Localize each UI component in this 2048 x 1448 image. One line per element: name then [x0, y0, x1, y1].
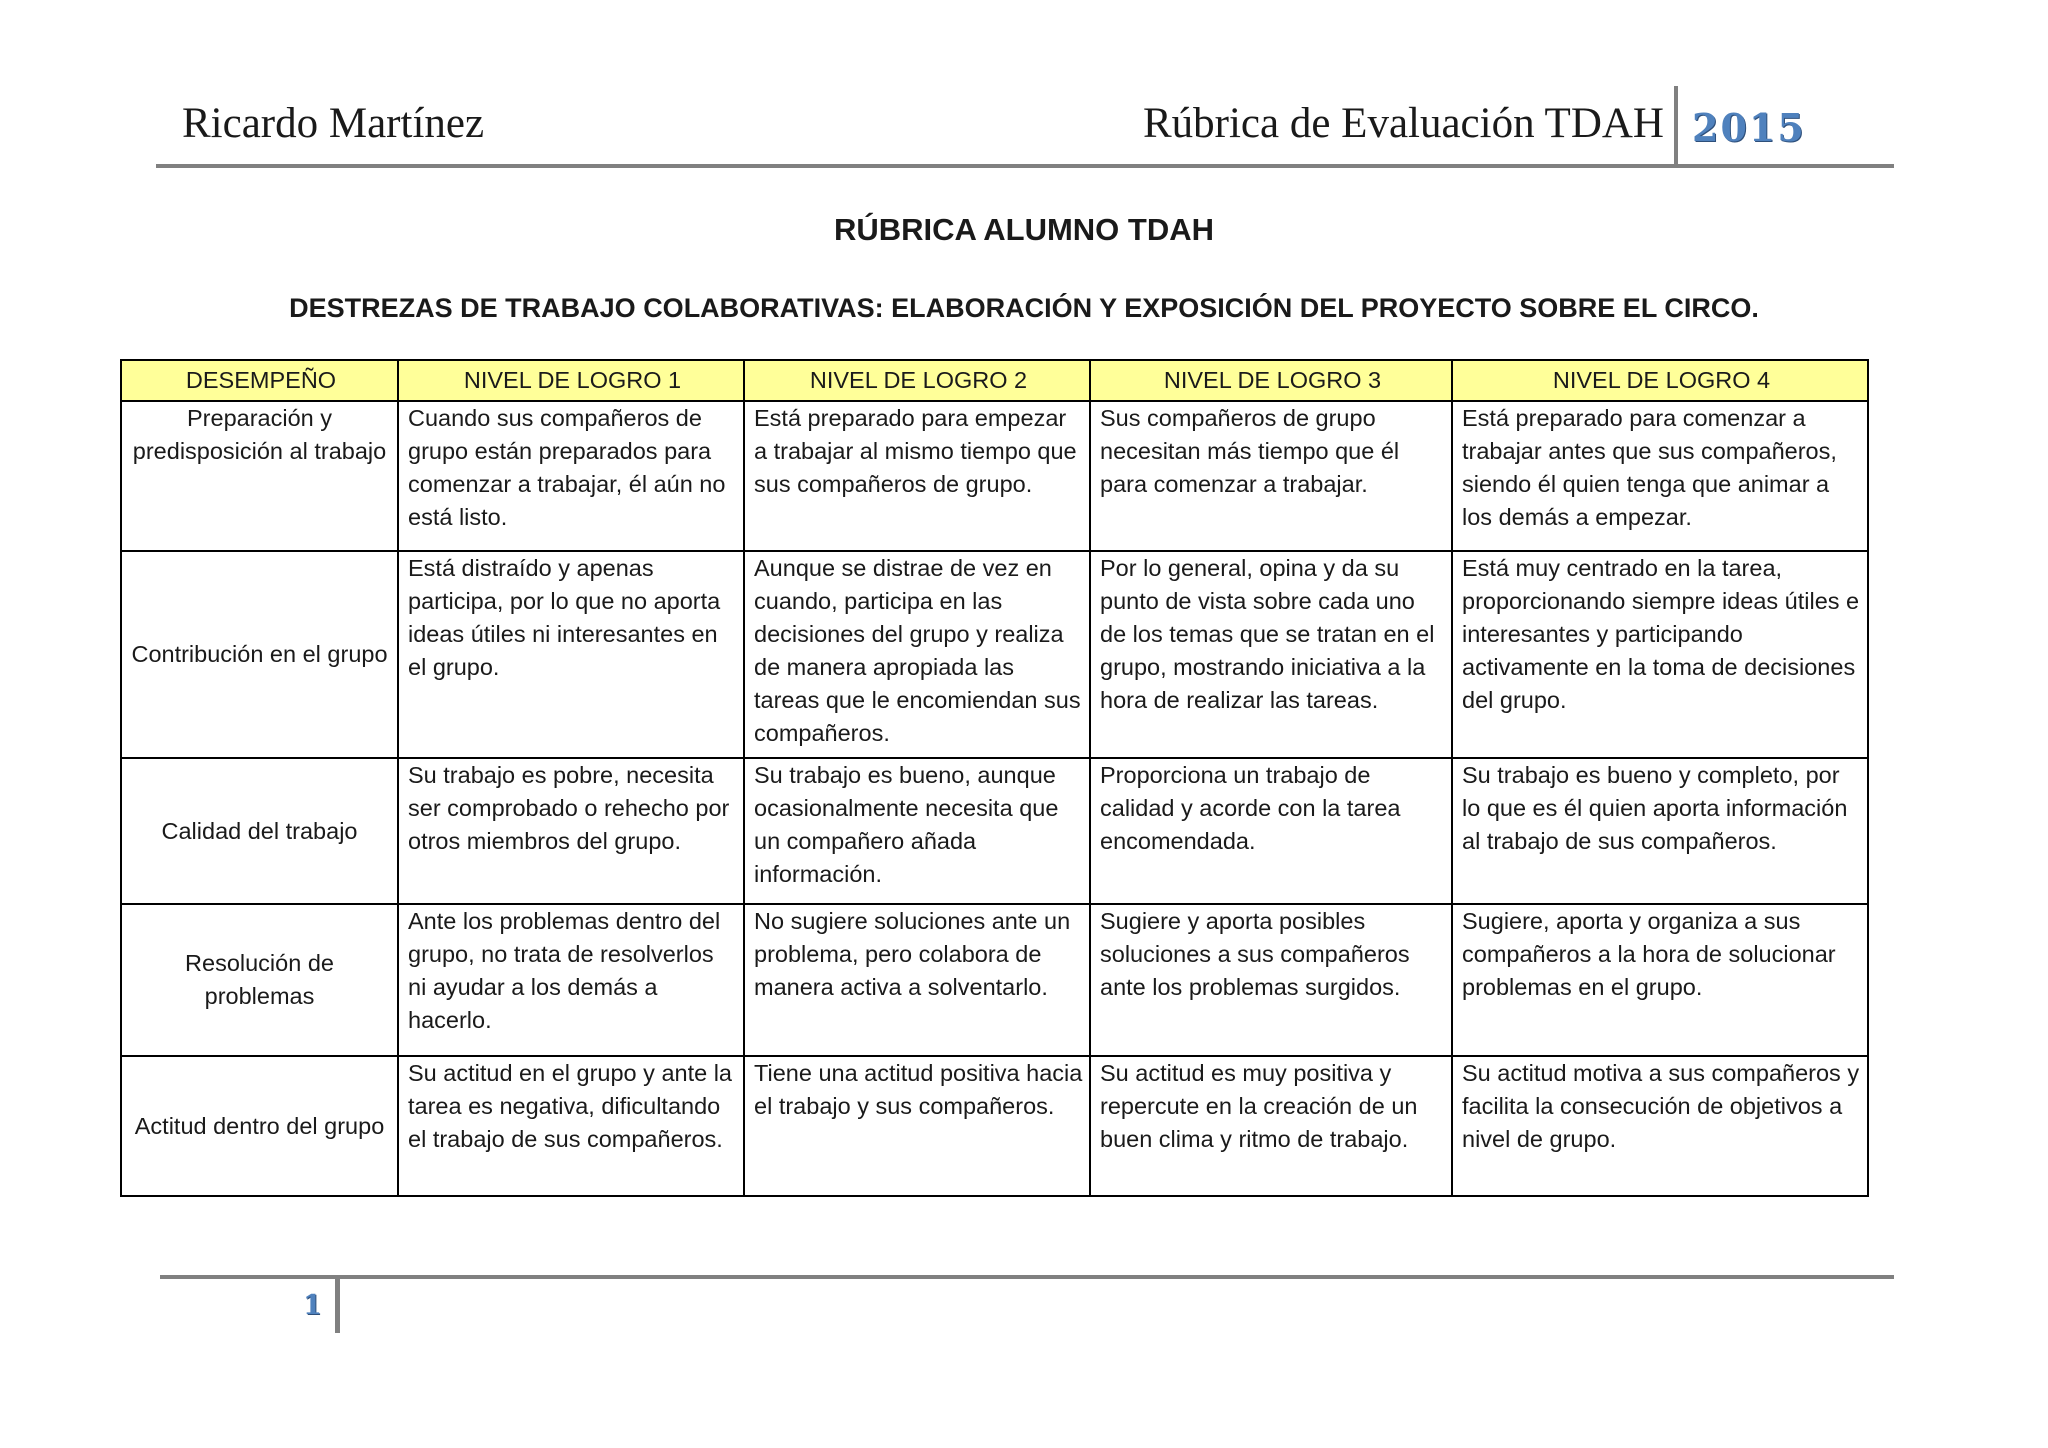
criterion-cell: Contribución en el grupo [121, 551, 398, 758]
footer-divider-vertical [335, 1279, 340, 1333]
level-3-cell: Sugiere y aporta posibles soluciones a sus compañeros ante los problemas surgidos. [1090, 904, 1452, 1056]
table-row [121, 551, 1868, 758]
footer-divider-horizontal [160, 1275, 1894, 1279]
criterion-cell: Calidad del trabajo [121, 758, 398, 904]
level-1-cell: Ante los problemas dentro del grupo, no trata de resolverlos ni ayudar a los demás a hacerlo. [398, 904, 744, 1056]
document-title: RÚBRICA ALUMNO TDAH [834, 212, 1214, 247]
criterion-cell: Preparación y predisposición al trabajo [121, 401, 398, 551]
level-4-cell: Está muy centrado en la tarea, proporcionando siempre ideas útiles e interesantes y participando activamente en la toma de decisiones del grupo. [1452, 551, 1868, 758]
criterion-cell: Resolución de problemas [121, 904, 398, 1056]
header-cell-desempeno: DESEMPEÑO [121, 360, 398, 401]
level-1-cell: Su trabajo es pobre, necesita ser comprobado o rehecho por otros miembros del grupo. [398, 758, 744, 904]
level-2-cell: No sugiere soluciones ante un problema, pero colabora de manera activa a solventarlo. [744, 904, 1090, 1056]
header-cell-level-3: NIVEL DE LOGRO 3 [1090, 360, 1452, 401]
level-2-cell: Su trabajo es bueno, aunque ocasionalmente necesita que un compañero añada información. [744, 758, 1090, 904]
header-title: Rúbrica de Evaluación TDAH [1142, 100, 1664, 147]
document-subtitle: DESTREZAS DE TRABAJO COLABORATIVAS: ELABORACIÓN Y EXPOSICIÓN DEL PROYECTO SOBRE EL CIRCO. [289, 293, 1759, 323]
level-3-cell: Proporciona un trabajo de calidad y acorde con la tarea encomendada. [1090, 758, 1452, 904]
level-2-cell: Está preparado para empezar a trabajar al mismo tiempo que sus compañeros de grupo. [744, 401, 1090, 551]
header-year: 2015 [1692, 105, 1806, 150]
level-4-cell: Está preparado para comenzar a trabajar antes que sus compañeros, siendo él quien tenga que animar a los demás a empezar. [1452, 401, 1868, 551]
header-cell-level-1: NIVEL DE LOGRO 1 [398, 360, 744, 401]
table-row [121, 904, 1868, 1056]
level-3-cell: Por lo general, opina y da su punto de vista sobre cada uno de los temas que se tratan en el grupo, mostrando iniciativa a la hora de realizar las tareas. [1090, 551, 1452, 758]
header-divider-horizontal [156, 164, 1894, 168]
level-4-cell: Su trabajo es bueno y completo, por lo que es él quien aporta información al trabajo de sus compañeros. [1452, 758, 1868, 904]
level-3-cell: Sus compañeros de grupo necesitan más tiempo que él para comenzar a trabajar. [1090, 401, 1452, 551]
table-row [121, 401, 1868, 551]
level-1-cell: Su actitud en el grupo y ante la tarea es negativa, dificultando el trabajo de sus compañeros. [398, 1056, 744, 1196]
level-4-cell: Sugiere, aporta y organiza a sus compañeros a la hora de solucionar problemas en el grupo. [1452, 904, 1868, 1056]
level-3-cell: Su actitud es muy positiva y repercute en la creación de un buen clima y ritmo de trabajo. [1090, 1056, 1452, 1196]
level-4-cell: Su actitud motiva a sus compañeros y facilita la consecución de objetivos a nivel de grupo. [1452, 1056, 1868, 1196]
level-1-cell: Cuando sus compañeros de grupo están preparados para comenzar a trabajar, él aún no está listo. [398, 401, 744, 551]
level-2-cell: Aunque se distrae de vez en cuando, participa en las decisiones del grupo y realiza de manera apropiada las tareas que le encomiendan sus compañeros. [744, 551, 1090, 758]
header-cell-level-2: NIVEL DE LOGRO 2 [744, 360, 1090, 401]
header-divider-vertical [1674, 86, 1678, 164]
header-cell-level-4: NIVEL DE LOGRO 4 [1452, 360, 1868, 401]
level-2-cell: Tiene una actitud positiva hacia el trabajo y sus compañeros. [744, 1056, 1090, 1196]
table-row [121, 758, 1868, 904]
rubric-table [120, 359, 1869, 1197]
header-author: Ricardo Martínez [182, 100, 485, 147]
rubric-header-row [121, 360, 1868, 401]
level-1-cell: Está distraído y apenas participa, por lo que no aporta ideas útiles ni interesantes en el grupo. [398, 551, 744, 758]
table-row [121, 1056, 1868, 1196]
criterion-cell: Actitud dentro del grupo [121, 1056, 398, 1196]
page-number: 1 [303, 1290, 322, 1321]
